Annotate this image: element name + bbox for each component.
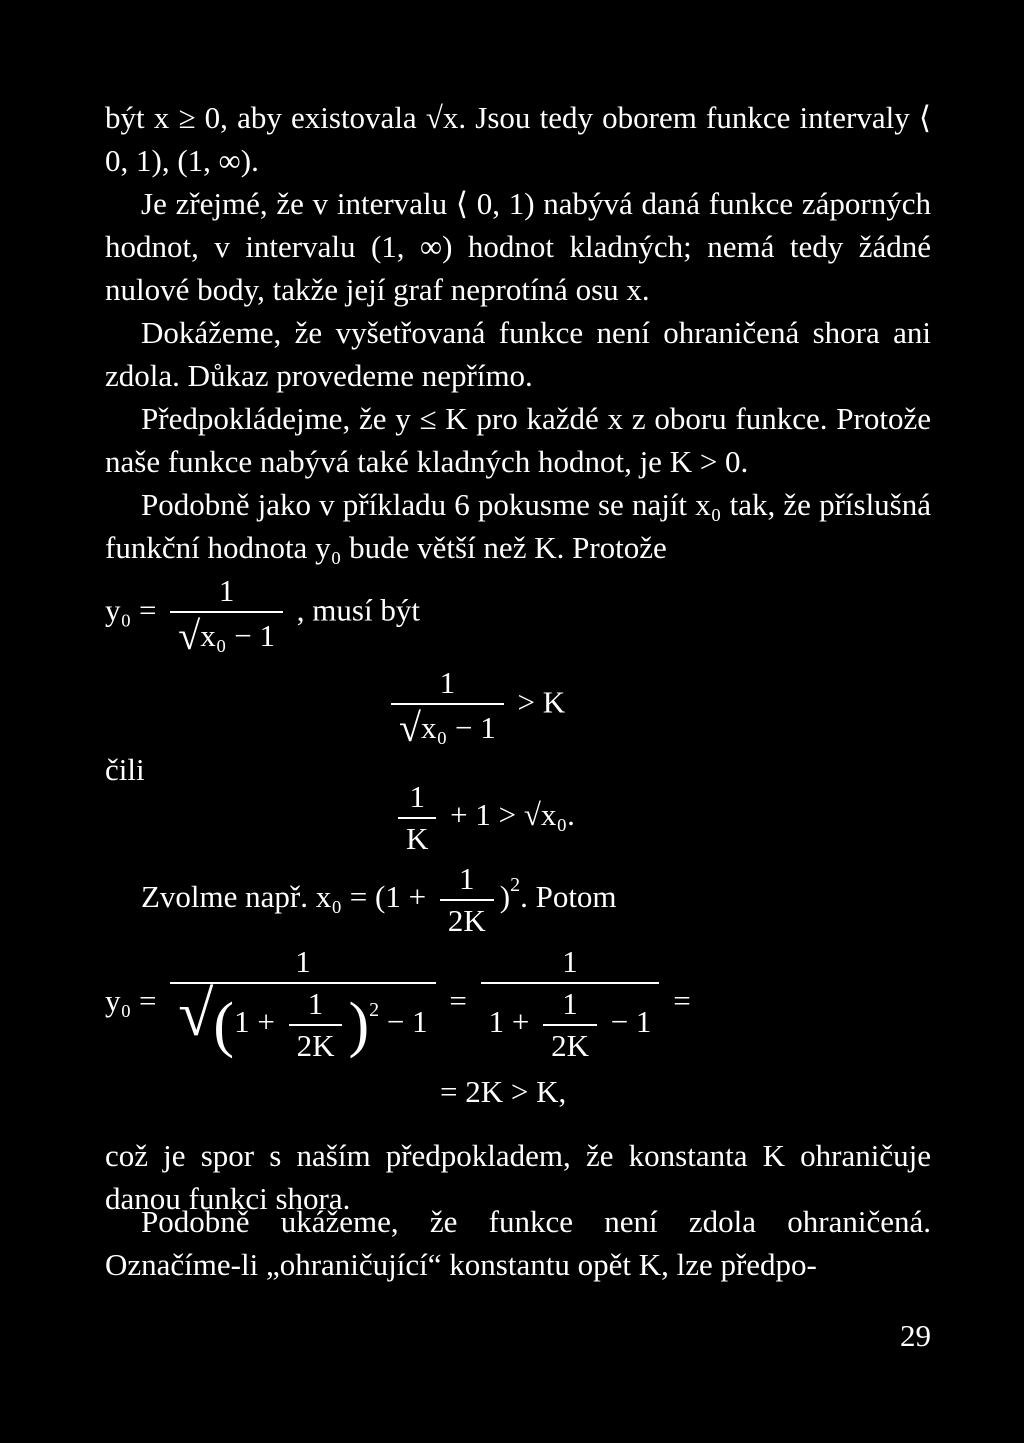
- paragraph-claim: Dokážeme, že vyšetřovaná funkce není ohraničená shora ani zdola. Důkaz provedeme nepřímo.: [105, 315, 931, 393]
- zvolme-text: Zvolme např. x₀ = (1 +: [141, 879, 427, 915]
- equation-y0-evaluation: [105, 945, 691, 1063]
- eq5-fraction-2: [481, 945, 660, 1063]
- zvolme-denominator: 2K: [440, 899, 494, 938]
- zvolme-exponent: 2: [510, 874, 521, 897]
- zvolme-fraction: [440, 862, 494, 938]
- paragraph-lower-bound: Podobně ukážeme, že funkce není zdola ohraničená. Označíme-li „ohraničující“ konstantu opět K, lze předpo-: [105, 1204, 931, 1282]
- eq5-den-b: − 1: [386, 1004, 428, 1040]
- eq2-fraction: [391, 665, 504, 750]
- eq5-fraction-1: [170, 945, 435, 1063]
- eq5-exponent: 2: [369, 999, 380, 1022]
- equation-choice-x0: [141, 862, 617, 938]
- eq3-rhs: + 1 > √x₀.: [450, 797, 575, 833]
- eq5-inner2-num: 1: [562, 986, 578, 1021]
- eq5-den2-a: 1 +: [488, 1004, 530, 1040]
- eq1-tail: , musí být: [296, 592, 420, 628]
- eq5-denominator-1: [170, 978, 435, 1063]
- eq1-numerator: 1: [218, 573, 235, 608]
- eq5-inner-fraction-2: [543, 987, 597, 1063]
- equation-inequality-1: [385, 665, 566, 750]
- eq2-numerator: 1: [439, 665, 456, 700]
- eq1-lhs: y₀ =: [105, 592, 157, 628]
- eq5-numerator-2: 1: [562, 944, 578, 979]
- sqrt-icon: √: [178, 978, 214, 1050]
- potom-text: . Potom: [520, 879, 617, 915]
- eq2-den-text: x₀ − 1: [420, 710, 496, 745]
- eq5-numerator-1: 1: [295, 944, 311, 979]
- eq3-fraction: [398, 780, 436, 856]
- eq5-equals-1: =: [449, 983, 467, 1019]
- eq1-fraction: [170, 573, 283, 658]
- paragraph-domain: být x ≥ 0, aby existovala √x. Jsou tedy oborem funkce intervaly ⟨ 0, 1), (1, ∞).: [105, 100, 931, 178]
- eq5-inner2-den: 2K: [543, 1024, 597, 1063]
- sqrt-icon: √: [178, 613, 201, 658]
- eq5-den-a: 1 +: [234, 1004, 275, 1040]
- paragraph-sign: Je zřejmé, že v intervalu ⟨ 0, 1) nabývá daná funkce záporných hodnot, v intervalu (1, ∞) hodnot kladných; nemá tedy žádné nulové body, takže její graf neprotíná osu x.: [105, 186, 931, 307]
- eq1-den-text: x₀ − 1: [200, 618, 276, 653]
- eq5-inner-fraction: [289, 987, 343, 1063]
- eq5-equals-2: =: [673, 983, 691, 1019]
- paragraph-search: Podobně jako v příkladu 6 pokusme se najít x₀ tak, že příslušná funkční hodnota y₀ bude větší než K. Protože: [105, 487, 931, 565]
- zvolme-close: ): [499, 879, 511, 915]
- right-paren-icon: ): [348, 991, 370, 1059]
- equation-result: = 2K > K,: [440, 1074, 567, 1109]
- eq5-lhs: y₀ =: [105, 983, 157, 1019]
- equation-y0-definition: [105, 573, 420, 658]
- paragraph-assumption: Předpokládejme, že y ≤ K pro každé x z oboru funkce. Protože naše funkce nabývá také kladných hodnot, je K > 0.: [105, 401, 931, 479]
- word-cili: čili: [105, 752, 145, 787]
- zvolme-numerator: 1: [459, 861, 475, 896]
- eq5-inner-den: 2K: [289, 1024, 343, 1063]
- eq5-den2-b: − 1: [610, 1004, 652, 1040]
- eq2-rhs: > K: [517, 684, 566, 720]
- eq3-numerator: 1: [409, 779, 425, 814]
- eq5-inner-num: 1: [307, 986, 324, 1021]
- page-number: 29: [900, 1318, 931, 1353]
- eq5-denominator-2: [481, 982, 660, 1063]
- eq2-denominator: [391, 703, 504, 750]
- eq3-denominator: K: [398, 817, 436, 856]
- eq1-denominator: [170, 611, 283, 658]
- equation-inequality-2: [392, 780, 575, 856]
- paragraph-contradiction: což je spor s naším předpokladem, že konstanta K ohraničuje danou funkci shora.: [105, 1138, 931, 1216]
- sqrt-icon: √: [399, 705, 421, 750]
- left-paren-icon: (: [213, 991, 235, 1059]
